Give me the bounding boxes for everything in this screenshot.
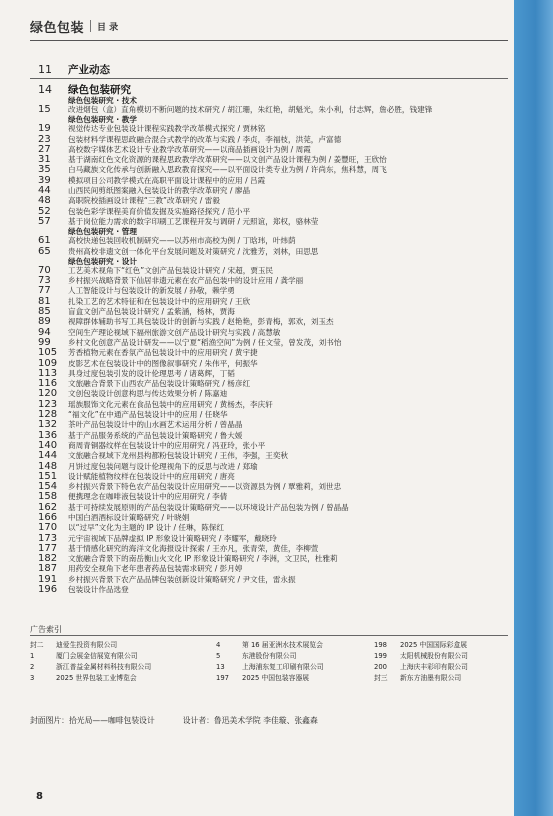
ad-entry (374, 662, 508, 673)
toc-title: 瑶族服饰文化元素在食品包装中的应用研究 / 黄杨杰，李庆轩 (68, 399, 273, 409)
toc-subsection (30, 115, 510, 124)
toc-page-number: 77 (38, 285, 51, 297)
ad-entry (216, 662, 374, 673)
toc-page-number: 99 (38, 336, 51, 348)
toc-entry[interactable] (30, 431, 510, 441)
toc-entry[interactable] (30, 400, 510, 410)
toc-entry[interactable] (30, 410, 510, 420)
toc-page-number: 187 (38, 563, 58, 575)
toc-page-number: 85 (38, 306, 51, 318)
toc-page-number: 14 (38, 83, 52, 96)
toc-entry[interactable] (30, 155, 510, 165)
toc-entry[interactable] (30, 207, 510, 217)
toc-title: 白马藏族文化传承与创新融入思政教育探究——以平面设计类专业为例 / 许尚东，焦科慧，周飞 (68, 165, 387, 175)
toc-entry[interactable] (30, 338, 510, 348)
toc-page-number: 15 (38, 104, 51, 115)
ad-index-title: 广告索引 (30, 625, 62, 634)
toc-page-number: 57 (38, 215, 51, 227)
toc-entry[interactable] (30, 145, 510, 155)
toc-page-number: 81 (38, 295, 51, 307)
toc-title: 改进烟包（盒）直角模切不断问题的技术研究 / 胡江珊，朱红艳，胡魁光，朱小利，付志辉，詹必胜，钱建锋 (68, 105, 433, 114)
toc-entry[interactable] (30, 513, 510, 523)
toc-page-number: 94 (38, 326, 51, 338)
toc-title: 高校快递包装回收机制研究——以苏州市高校为例 / 丁晗玮，叶炜荫 (68, 236, 296, 246)
toc-entry[interactable] (30, 451, 510, 461)
toc-page-number: 158 (38, 491, 58, 503)
toc-title: 高校数字媒体艺术设计专业教学改革研究——以商品插画设计为例 / 周霞 (68, 144, 311, 154)
toc-entry[interactable] (30, 523, 510, 533)
toc-page-number: 23 (38, 133, 51, 145)
toc-title: 产业动态 (68, 64, 110, 76)
toc-subsection (30, 227, 510, 236)
toc-title: 工艺美术视角下“红色”文创产品包装设计研究 / 宋超，贾玉民 (68, 265, 274, 275)
toc-page-number: 65 (38, 245, 51, 257)
toc-title: 模拟项目公司教学模式在高职平面设计课程中的应用 / 吕霞 (68, 175, 266, 185)
ad-entry (30, 640, 216, 651)
ad-name: 2025 中国包装容器展 (242, 674, 310, 682)
toc-entry[interactable] (30, 286, 510, 296)
toc-entry[interactable] (30, 585, 510, 595)
toc-title: 茶叶产品包装设计中的山水画艺术运用分析 / 曾晶晶 (68, 420, 243, 430)
page-header (30, 16, 118, 36)
toc-entry[interactable] (30, 186, 510, 196)
ad-entry (216, 640, 374, 651)
toc-title: 高职院校插画设计课程“三教”改革研究 / 雷毅 (68, 196, 220, 206)
toc-title: 乡村振兴战略背景下仙居非遗元素在农产品包装中的设计应用 / 龚学丽 (68, 276, 304, 286)
header-rule (30, 40, 508, 41)
toc-entry[interactable] (30, 359, 510, 369)
brand-logo: 绿色包装 (30, 20, 85, 36)
ad-entry (216, 673, 374, 684)
ad-column (30, 640, 216, 684)
toc-entry[interactable] (30, 554, 510, 564)
toc-title: 绿色包装研究 · 设计 (68, 256, 137, 266)
blue-side-tab (514, 0, 553, 816)
toc-page-number: 166 (38, 511, 58, 523)
toc-entry[interactable] (30, 124, 510, 134)
toc-entry[interactable] (30, 317, 510, 327)
toc-entry[interactable] (30, 534, 510, 544)
toc-subsection (30, 96, 510, 105)
toc-page-number: 173 (38, 532, 58, 544)
toc-entry[interactable] (30, 472, 510, 482)
toc-title: 扎染工艺的艺术特征和在包装设计中的应用研究 / 王欣 (68, 296, 251, 306)
toc-page-number: 191 (38, 573, 58, 585)
toc-title: 山西民间剪纸图案融入包装设计的教学改革研究 / 廖晶 (68, 186, 251, 196)
ad-page: 198 (374, 641, 387, 649)
toc-page-number: 44 (38, 185, 51, 197)
toc-category (30, 64, 510, 76)
toc-entry[interactable] (30, 217, 510, 227)
ad-index-rule (30, 635, 508, 636)
toc-page-number: 177 (38, 542, 58, 554)
toc-title: 贵州高校非遗文创一体化平台发展问题及对策研究 / 沈雅芳，刘林，田思思 (68, 246, 319, 256)
toc-title: 设计赋能植物纹样在包装设计中的应用研究 / 唐亮 (68, 471, 235, 481)
ad-page: 13 (216, 663, 225, 671)
toc-page-number: 109 (38, 357, 58, 369)
toc-title: 盲盒文创产品包装设计研究 / 孟紫涵，杨林，贾海 (68, 307, 235, 317)
ad-page: 200 (374, 663, 387, 671)
toc-page-number: 123 (38, 398, 58, 410)
section-label: 目 录 (97, 22, 119, 33)
toc-page-number: 52 (38, 205, 51, 217)
toc-entry[interactable] (30, 165, 510, 175)
toc-page-number: 182 (38, 553, 58, 565)
toc-title: 皮影艺术在包装设计中的图像叙事研究 / 朱伟平，何振华 (68, 358, 258, 368)
toc-title: 文旅融合背景下的南岳衡山火文化 IP 形象设计策略研究 / 李洲，文卫民，杜雅莉 (68, 554, 338, 564)
toc-page-number: 170 (38, 522, 58, 534)
toc-page-number: 136 (38, 429, 58, 441)
ad-entry (216, 651, 374, 662)
toc-entry[interactable] (30, 328, 510, 338)
toc-entry[interactable] (30, 176, 510, 186)
ad-name: 上海浦东复工印刷有限公司 (242, 663, 324, 671)
toc-page-number: 140 (38, 439, 58, 451)
toc-entry[interactable] (30, 482, 510, 492)
toc-title: 包装材料学课程思政融合混合式教学的改革与实践 / 李贞，李福枝，洪莞，卢富德 (68, 134, 342, 144)
toc-title: 视觉传达专业包装设计课程实践教学改革模式探究 / 贾林铭 (68, 124, 266, 134)
toc-entry[interactable] (30, 266, 510, 276)
toc-title: 视障群体辅助书写工具包装设计的创新与实践 / 赵艳艳，彭青梅，郭欢，刘玉杰 (68, 317, 334, 327)
ad-entry (374, 651, 508, 662)
toc-title: 基于岗位能力需求的数字印刷工艺课程开发与调研 / 元照谊，郑权，骆林莹 (68, 216, 319, 226)
toc-page-number: 89 (38, 316, 51, 328)
toc-entry[interactable] (30, 503, 510, 513)
toc-title: 乡村文化创意产品设计研发——以宁夏“稻渔空间”为例 / 任文莹，曾发茂，刘书怡 (68, 337, 342, 347)
ad-entry (374, 673, 508, 684)
ad-name: 新东方油墨有限公司 (400, 674, 462, 682)
ad-entry (30, 673, 216, 684)
ad-name: 第 16 届亚洲水技术展览会 (242, 641, 323, 649)
toc-entry[interactable] (30, 348, 510, 358)
cover-designer-label: 设计者：鲁迅美术学院 李佳璇、张鑫森 (182, 716, 318, 725)
toc-entry[interactable] (30, 420, 510, 430)
toc-page-number: 120 (38, 388, 58, 400)
toc-page-number: 148 (38, 460, 58, 472)
ad-page: 4 (216, 641, 221, 649)
ad-page: 1 (30, 652, 35, 660)
toc-title: 绿色包装研究 · 管理 (68, 227, 137, 237)
toc-page-number: 151 (38, 470, 58, 482)
toc-title: 文旅融合视域下龙州县构都粉包装设计研究 / 王伟，李强，王奕秋 (68, 451, 289, 461)
toc-title: 人工智能设计与包装设计的新发展 / 孙敬，赖学勇 (68, 286, 235, 296)
ad-name: 上海庆丰彩印有限公司 (400, 663, 468, 671)
toc-page-number: 154 (38, 481, 58, 493)
toc-entry[interactable] (30, 441, 510, 451)
ad-page: 199 (374, 652, 387, 660)
toc-entry[interactable] (30, 462, 510, 472)
toc-title: 便携理念在咖啡液包装设计中的应用研究 / 李倩 (68, 492, 228, 502)
ad-page: 197 (216, 674, 229, 682)
toc-title: 包装色彩学课程美育价值发掘及实施路径探究 / 范小平 (68, 206, 251, 216)
ad-name: 太阳机械股份有限公司 (400, 652, 468, 660)
toc-entry[interactable] (30, 564, 510, 574)
toc-entry[interactable] (30, 492, 510, 502)
toc-title: 芳香植物元素在香氛产品包装设计中的应用研究 / 黄宇捷 (68, 348, 258, 358)
toc-title: 元宇宙视域下品牌虚拟 IP 形象设计策略研究 / 李耀军，戴晓玲 (68, 533, 277, 543)
toc-title: 商周青铜器纹样在包装设计中的应用研究 / 冯亚玲，张小平 (68, 440, 266, 450)
ad-name: 浙江普益金属材料科技有限公司 (56, 663, 152, 671)
toc-title: 具身过度包装引发的设计伦理思考 / 诸葛辉，丁韬 (68, 368, 235, 378)
toc-page-number: 48 (38, 195, 51, 207)
toc-entry[interactable] (30, 544, 510, 554)
toc-title: 包装设计作品选登 (68, 585, 129, 595)
toc-page-number: 19 (38, 123, 51, 135)
toc-title: 乡村振兴背景下农产品品牌包装创新设计策略研究 / 尹文佳，雷永振 (68, 574, 296, 584)
ad-page: 封三 (374, 674, 388, 682)
toc-page-number: 113 (38, 367, 58, 379)
toc-page-number: 11 (38, 63, 52, 76)
header-divider (90, 20, 91, 32)
toc-page-number: 27 (38, 143, 51, 155)
ad-name: 2025 中国国际彩盒展 (400, 641, 468, 649)
toc-entry[interactable] (30, 276, 510, 286)
toc-title: 绿色包装研究 · 技术 (68, 96, 137, 105)
ad-entry (374, 640, 508, 651)
toc-subsection (30, 257, 510, 266)
ad-entry (30, 662, 216, 673)
toc-page-number: 116 (38, 378, 58, 390)
toc-title: 文创包装设计创意构思与传达效果分析 / 陈嘉迪 (68, 389, 228, 399)
toc-title: 基于产品服务系统的产品包装设计策略研究 / 鲁大媛 (68, 430, 243, 440)
toc-title: 基于湖南红色文化资源的课程思政教学改革研究——以文创产品设计课程为例 / 姜豐旺，王欣怡 (68, 155, 387, 165)
ad-page: 5 (216, 652, 221, 660)
table-of-contents (30, 62, 510, 595)
ad-page: 封二 (30, 641, 44, 649)
toc-page-number: 196 (38, 584, 58, 596)
toc-entry[interactable] (30, 135, 510, 145)
ad-entry (30, 651, 216, 662)
toc-title: 绿色包装研究 · 教学 (68, 115, 137, 125)
ad-name: 厦门会展金信展览有限公司 (56, 652, 138, 660)
toc-title: 基于可持续发展原则的产品包装设计策略研究——以环境设计产品包装为例 / 曾晶晶 (68, 502, 349, 512)
toc-page-number: 144 (38, 450, 58, 462)
ad-name: 迪爱生投资有限公司 (56, 641, 118, 649)
toc-page-number: 35 (38, 164, 51, 176)
toc-category (30, 84, 510, 96)
toc-page-number: 73 (38, 275, 51, 287)
ad-name: 2025 世界包装工业博览会 (56, 674, 137, 682)
ad-page: 2 (30, 663, 35, 671)
cover-credits (30, 715, 318, 726)
cover-image-label: 封面图片：拾光局——咖啡包装设计 (30, 716, 155, 725)
toc-title: 基于情感化研究的海洋文化海报设计探索 / 王亦凡，张青荣，黄佳，李柳萱 (68, 543, 319, 553)
toc-entry[interactable] (30, 389, 510, 399)
toc-entry[interactable] (30, 236, 510, 246)
toc-title: “福文化”在中通产品包装设计中的应用 / 任晓华 (68, 410, 228, 420)
toc-page-number: 162 (38, 501, 58, 513)
toc-page-number: 31 (38, 154, 51, 166)
ad-column (216, 640, 374, 684)
toc-page-number: 105 (38, 347, 58, 359)
toc-entry[interactable] (30, 196, 510, 206)
toc-title: 以“过早”文化为主题的 IP 设计 / 任琳，陈保红 (68, 523, 224, 533)
page-number: 8 (36, 791, 43, 802)
toc-title: 空间生产理论视域下福州旅游文创产品设计研究与实践 / 高慧敏 (68, 327, 281, 337)
toc-page-number: 39 (38, 174, 51, 186)
toc-entry[interactable] (30, 369, 510, 379)
ad-name: 东港股份有限公司 (242, 652, 297, 660)
toc-entry[interactable] (30, 297, 510, 307)
ad-column (374, 640, 508, 684)
toc-page-number: 132 (38, 419, 58, 431)
toc-entry[interactable] (30, 379, 510, 389)
toc-page-number: 70 (38, 264, 51, 276)
toc-page-number: 128 (38, 409, 58, 421)
ad-page: 3 (30, 674, 35, 682)
ad-index (30, 640, 508, 684)
toc-title: 用药安全视角下老年患者药品包装需求研究 / 彭月婷 (68, 564, 243, 574)
toc-entry[interactable] (30, 575, 510, 585)
toc-title: 中国白酒酒标设计策略研究 / 叶晓娟 (68, 512, 190, 522)
toc-title: 乡村振兴背景下特色农产品包装设计应用研究——以资源县为例 / 覃雅莉，刘世忠 (68, 482, 342, 492)
toc-title: 绿色包装研究 (68, 84, 131, 96)
toc-entry[interactable] (30, 247, 510, 257)
toc-page-number: 61 (38, 235, 51, 247)
toc-entry[interactable] (30, 105, 510, 115)
toc-entry[interactable] (30, 307, 510, 317)
toc-title: 月饼过度包装问题与设计伦理视角下的反思与改进 / 郑瑜 (68, 461, 258, 471)
toc-title: 文旅融合背景下山西农产品包装设计策略研究 / 杨彦红 (68, 379, 251, 389)
